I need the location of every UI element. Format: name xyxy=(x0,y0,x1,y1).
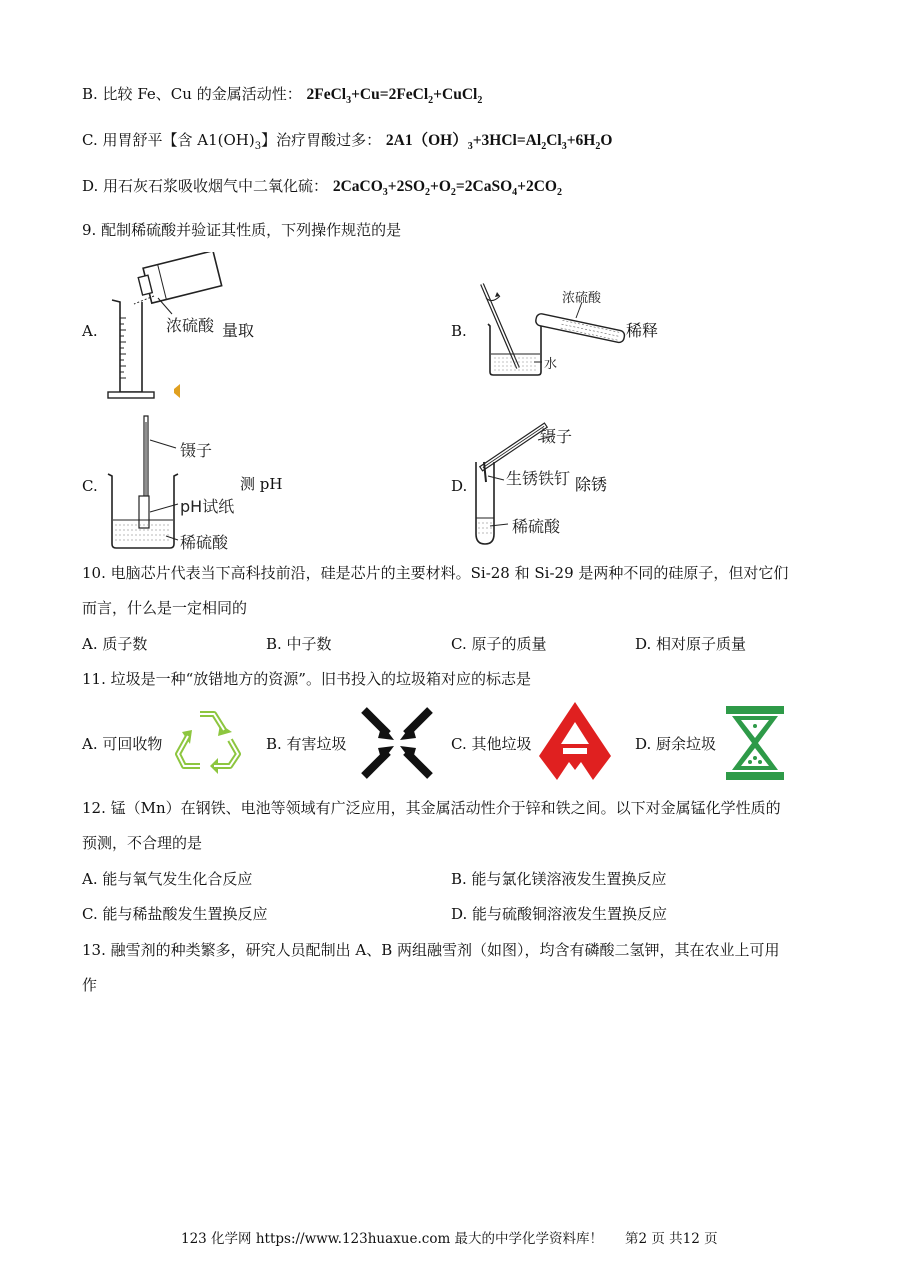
q9-b-dilution-figure xyxy=(472,280,642,380)
q8-c-equation: $2A1(OH)_3+3HCl=Al_2Cl_3+6H_2O$ xyxy=(385,132,613,152)
q9-b-letter: B. xyxy=(451,322,467,340)
q9-d-fig-nail: 生锈铁钉 xyxy=(506,469,571,488)
q9-c-caption: 测 pH xyxy=(240,475,283,493)
q12-stem-line1: 12. 锰（Mn）在钢铁、电池等领域有广泛应用，其金属活动性介于锌和铁之间。以下对金属锰化学性质的 xyxy=(82,799,781,817)
q9-d-fig-acid: 稀硫酸 xyxy=(512,517,561,536)
q9-b-caption: 稀释 xyxy=(626,321,659,340)
q9-stem: 9. 配制稀硫酸并验证其性质，下列操作规范的是 xyxy=(82,221,402,239)
q10-option-c: C. 原子的质量 xyxy=(451,635,547,653)
q9-a-caption: 量取 xyxy=(222,321,255,340)
q8-b-label: B. 比较 Fe、Cu 的金属活动性： xyxy=(82,85,302,103)
q8-c-label: C. 用胃舒平【含 $A1(OH)_3$】治疗胃酸过多： xyxy=(82,131,382,152)
q11-option-b: B. 有害垃圾 xyxy=(266,735,347,753)
q12-option-c: C. 能与稀盐酸发生置换反应 xyxy=(82,905,268,923)
q9-c-fig-acid: 稀硫酸 xyxy=(180,533,229,552)
q9-a-fig-label: 浓硫酸 xyxy=(166,316,215,335)
q13-stem-line1: 13. 融雪剂的种类繁多，研究人员配制出 A、B 两组融雪剂（如图），均含有磷酸二氢钾，其在农业上可用 xyxy=(82,941,780,959)
q9-b-fig-acid: 浓硫酸 xyxy=(562,291,602,306)
q12-option-b: B. 能与氯化镁溶液发生置换反应 xyxy=(451,870,667,888)
q12-stem-line2: 预测，不合理的是 xyxy=(82,834,203,852)
q10-stem-line1: 10. 电脑芯片代表当下高科技前沿，硅是芯片的主要材料。Si-28 和 Si-29 是两种不同的硅原子，但对它们 xyxy=(82,564,789,582)
q9-c-fig-paper: pH试纸 xyxy=(180,497,235,516)
q9-d-fig-tweezers: 镊子 xyxy=(540,427,573,446)
q11-option-a: A. 可回收物 xyxy=(82,735,163,753)
q10-option-a: A. 质子数 xyxy=(82,635,148,653)
q12-option-a: A. 能与氧气发生化合反应 xyxy=(82,870,253,888)
q12-option-d: D. 能与硫酸铜溶液发生置换反应 xyxy=(451,905,668,923)
other-waste-icon xyxy=(537,700,613,784)
q9-a-letter: A. xyxy=(82,322,98,340)
harmful-waste-icon xyxy=(358,706,436,780)
q11-option-d: D. 厨余垃圾 xyxy=(635,735,717,753)
q9-c-ph-figure xyxy=(106,412,256,554)
q8-option-b xyxy=(82,84,482,105)
footer-site: 123 化学网 https://www.123huaxue.com 最大的中学化学资料库！ xyxy=(181,1231,604,1247)
q10-option-d: D. 相对原子质量 xyxy=(635,635,747,653)
q10-stem-line2: 而言，什么是一定相同的 xyxy=(82,599,248,617)
q11-option-c: C. 其他垃圾 xyxy=(451,735,532,753)
q8-d-label: D. 用石灰石浆吸收烟气中二氧化硫： xyxy=(82,177,329,195)
recycle-icon xyxy=(170,702,248,780)
q8-option-c xyxy=(82,130,612,157)
q8-b-equation: 2FeCl$_3$+Cu=2FeCl$_2$+CuCl$_2$ xyxy=(306,86,483,106)
footer-page-number: 第2 页 共12 页 xyxy=(625,1231,718,1247)
q9-c-letter: C. xyxy=(82,477,98,495)
q11-stem: 11. 垃圾是一种“放错地方的资源”。旧书投入的垃圾箱对应的标志是 xyxy=(82,670,531,688)
kitchen-waste-icon xyxy=(724,704,786,782)
q9-d-caption: 除锈 xyxy=(575,475,608,494)
reagent-bottle-icon xyxy=(136,252,221,305)
q9-c-fig-tweezers: 镊子 xyxy=(180,441,213,460)
q9-b-fig-water: 水 xyxy=(544,357,558,372)
q10-option-b: B. 中子数 xyxy=(266,635,332,653)
speaker-icon xyxy=(174,384,180,398)
q9-a-measuring-cylinder-figure xyxy=(102,252,282,402)
q8-option-d xyxy=(82,176,562,197)
q13-stem-line2: 作 xyxy=(82,976,98,994)
q8-d-equation: $2CaCO_3+2SO_2+O_2=2CaSO_4+2CO_2$ xyxy=(332,178,562,198)
q9-d-letter: D. xyxy=(451,477,468,495)
